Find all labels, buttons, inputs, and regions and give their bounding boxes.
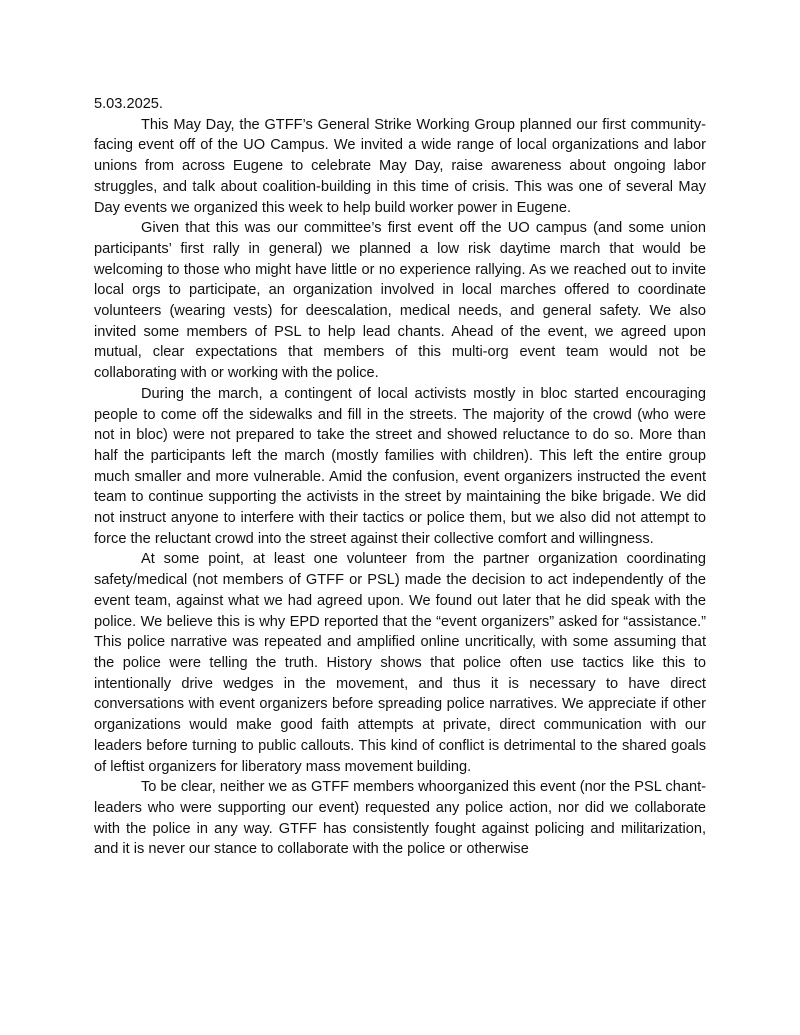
paragraph-march: During the march, a contingent of local activists mostly in bloc started encouraging people to come off the sidewalks and fill in the streets. The majority of the crowd (who were not in bloc) were not prepared to take the street and showed reluctance to do so. More than half the participants left the march (mostly families with children). This left the entire group much smaller and more vulnerable. Amid the confusion, event organizers instructed the event team to continue supporting the activists in the street by maintaining the bike brigade. We did not instruct anyone to interfere with their tactics or police them, but we also did not attempt to force the reluctant crowd into the street against their collective comfort and willingness. [94, 385, 706, 547]
document-page [94, 94, 706, 860]
paragraph-police-narrative: At some point, at least one volunteer from the partner organization coordinating safety/medical (not members of GTFF or PSL) made the decision to act independently of the event team, against what we had agreed upon. We found out later that he did speak with the police. We believe this is why EPD reported that the “event organizers” asked for “assistance.” This police narrative was repeated and amplified online uncritically, with some assuming that the police were telling the truth. History shows that police often use tactics like this to intentionally drive wedges in the movement, and thus it is necessary to have direct conversations with event organizers before spreading police narratives. We appreciate if other organizations would make good faith attempts at private, direct communication with our leaders before turning to public callouts. This kind of conflict is detrimental to the shared goals of leftist organizers for liberatory mass movement building. [94, 551, 706, 775]
paragraph-clarification: To be clear, neither we as GTFF members whoorganized this event (nor the PSL chant-leaders who were supporting our event) requested any police action, nor did we collaborate with the police in any way. GTFF has consistently fought against policing and militarization, and it is never our stance to collaborate with the police or otherwise [94, 779, 706, 858]
paragraph-planning: Given that this was our committee’s first event off the UO campus (and some union participants’ first rally in general) we planned a low risk daytime march that would be welcoming to those who might have little or no experience rallying. As we reached out to invite local orgs to participate, an organization involved in local marches offered to coordinate volunteers (wearing vests) for deescalation, medical needs, and general safety. We also invited some members of PSL to help lead chants. Ahead of the event, we agreed upon mutual, clear expectations that members of this multi-org event team would not be collaborating with or working with the police. [94, 220, 706, 382]
paragraph-may-day-event: This May Day, the GTFF’s General Strike Working Group planned our first community-facing event off of the UO Campus. We invited a wide range of local organizations and labor unions from across Eugene to celebrate May Day, raise awareness about ongoing labor struggles, and talk about coalition-building in this time of crisis. This was one of several May Day events we organized this week to help build worker power in Eugene. [94, 116, 706, 216]
document-date: 5.03.2025. [94, 96, 163, 112]
